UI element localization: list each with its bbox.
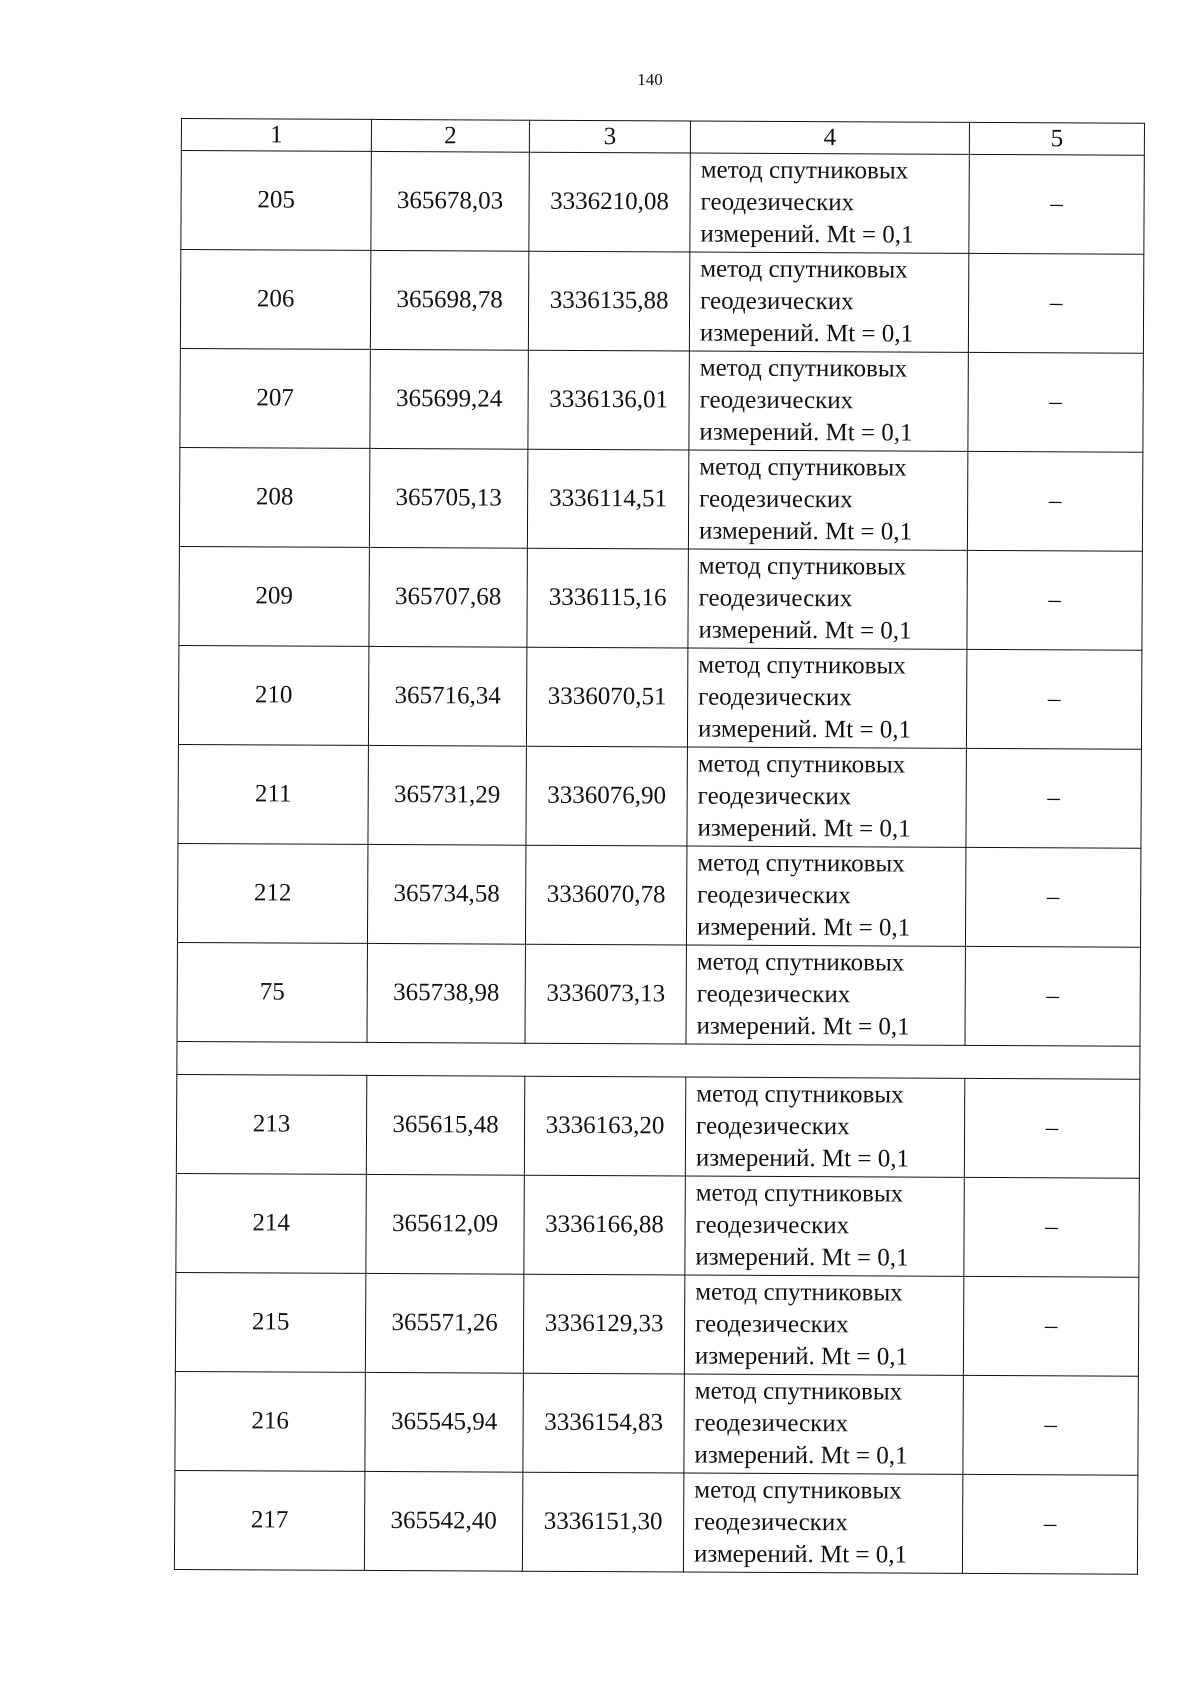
point-number-cell: 212 xyxy=(177,843,367,943)
x-coordinate-cell: 365731,29 xyxy=(368,745,526,845)
method-line: геодезических xyxy=(695,1310,849,1339)
method-cell xyxy=(690,153,969,253)
method-cell xyxy=(686,945,965,1045)
note-cell: – xyxy=(965,946,1140,1046)
section-a-body xyxy=(177,151,1144,1047)
note-cell: – xyxy=(967,451,1142,551)
method-line: метод спутниковых xyxy=(696,948,905,977)
note-cell: – xyxy=(967,550,1142,650)
x-coordinate-cell: 365738,98 xyxy=(367,943,525,1043)
table-row xyxy=(181,151,1144,255)
method-line: измерений. Mt = 0,1 xyxy=(695,1243,909,1272)
note-cell: – xyxy=(965,847,1140,947)
method-cell xyxy=(683,1473,962,1573)
method-line: метод спутниковых xyxy=(700,255,908,284)
coordinates-table xyxy=(174,118,1145,1575)
method-line: метод спутниковых xyxy=(696,1080,904,1109)
y-coordinate-cell: 3336129,33 xyxy=(523,1274,684,1374)
note-cell: – xyxy=(962,1474,1137,1574)
method-line: метод спутниковых xyxy=(699,453,907,482)
column-header-4: 4 xyxy=(690,121,969,154)
method-line: измерений. Mt = 0,1 xyxy=(695,1144,910,1173)
note-cell: – xyxy=(969,154,1144,254)
table-row xyxy=(178,744,1141,848)
x-coordinate-cell: 365698,78 xyxy=(370,250,528,350)
method-line: измерений. Mt = 0,1 xyxy=(694,1342,909,1371)
column-header-2: 2 xyxy=(371,119,529,152)
method-line: измерений. Mt = 0,1 xyxy=(694,1441,908,1470)
method-line: измерений. Mt = 0,1 xyxy=(696,1012,910,1041)
point-number-cell: 208 xyxy=(179,447,369,547)
method-cell xyxy=(689,351,968,451)
method-line: геодезических xyxy=(699,386,854,415)
method-cell xyxy=(687,747,966,847)
coordinates-table-container xyxy=(174,118,1144,1575)
point-number-cell: 214 xyxy=(176,1173,366,1273)
section-b-body xyxy=(174,1074,1139,1574)
method-line: геодезических xyxy=(700,287,854,316)
method-line: измерений. Mt = 0,1 xyxy=(693,1540,908,1569)
note-cell: – xyxy=(963,1375,1138,1475)
x-coordinate-cell: 365734,58 xyxy=(367,844,525,944)
method-line: измерений. Mt = 0,1 xyxy=(697,715,912,744)
note-cell: – xyxy=(966,748,1141,848)
note-cell: – xyxy=(966,649,1141,749)
table-row xyxy=(179,546,1142,650)
method-line: измерений. Mt = 0,1 xyxy=(696,913,911,942)
y-coordinate-cell: 3336166,88 xyxy=(524,1175,685,1275)
method-line: метод спутниковых xyxy=(698,651,906,680)
point-number-cell: 75 xyxy=(177,942,367,1042)
x-coordinate-cell: 365699,24 xyxy=(370,349,528,449)
header-row xyxy=(181,119,1144,156)
method-line: измерений. Mt = 0,1 xyxy=(700,220,914,249)
method-line: геодезических xyxy=(696,1112,850,1141)
table-row xyxy=(174,1470,1137,1574)
column-header-5: 5 xyxy=(969,122,1144,155)
method-line: метод спутниковых xyxy=(695,1278,903,1307)
method-line: геодезических xyxy=(696,980,851,1009)
x-coordinate-cell: 365615,48 xyxy=(366,1075,524,1175)
method-cell xyxy=(688,549,967,649)
point-number-cell: 205 xyxy=(181,151,371,251)
y-coordinate-cell: 3336076,90 xyxy=(526,746,687,846)
table-row xyxy=(176,1173,1139,1277)
method-line: геодезических xyxy=(694,1508,848,1537)
method-cell xyxy=(686,846,965,946)
section-separator-row xyxy=(177,1041,1140,1079)
y-coordinate-cell: 3336151,30 xyxy=(522,1472,683,1572)
note-cell: – xyxy=(968,253,1143,353)
method-line: геодезических xyxy=(699,485,853,514)
y-coordinate-cell: 3336210,08 xyxy=(529,152,690,252)
table-row xyxy=(180,250,1143,354)
point-number-cell: 210 xyxy=(178,645,368,745)
table-row xyxy=(180,348,1143,452)
x-coordinate-cell: 365705,13 xyxy=(369,448,527,548)
method-line: метод спутниковых xyxy=(697,750,906,779)
point-number-cell: 209 xyxy=(179,546,369,646)
method-cell xyxy=(685,1176,964,1276)
x-coordinate-cell: 365716,34 xyxy=(368,646,526,746)
method-line: геодезических xyxy=(697,782,852,811)
method-line: метод спутниковых xyxy=(695,1179,904,1208)
y-coordinate-cell: 3336115,16 xyxy=(527,548,688,648)
note-cell: – xyxy=(963,1276,1138,1376)
point-number-cell: 216 xyxy=(175,1371,365,1471)
y-coordinate-cell: 3336136,01 xyxy=(528,350,689,450)
y-coordinate-cell: 3336163,20 xyxy=(524,1076,685,1176)
table-row xyxy=(175,1272,1138,1376)
y-coordinate-cell: 3336070,78 xyxy=(525,845,686,945)
x-coordinate-cell: 365542,40 xyxy=(364,1471,522,1571)
x-coordinate-cell: 365707,68 xyxy=(369,547,527,647)
y-coordinate-cell: 3336073,13 xyxy=(525,944,686,1044)
method-line: измерений. Mt = 0,1 xyxy=(698,517,913,546)
method-line: геодезических xyxy=(700,188,855,217)
method-line: измерений. Mt = 0,1 xyxy=(699,319,914,348)
method-line: измерений. Mt = 0,1 xyxy=(697,814,911,843)
table-row xyxy=(179,447,1142,551)
point-number-cell: 206 xyxy=(180,250,370,350)
point-number-cell: 215 xyxy=(175,1272,365,1372)
point-number-cell: 207 xyxy=(180,348,370,448)
table-row xyxy=(176,1074,1139,1178)
method-line: геодезических xyxy=(698,584,853,613)
x-coordinate-cell: 365571,26 xyxy=(365,1273,523,1373)
table-row xyxy=(178,645,1141,749)
table-row xyxy=(175,1371,1138,1475)
point-number-cell: 211 xyxy=(178,744,368,844)
method-line: метод спутниковых xyxy=(700,156,909,185)
y-coordinate-cell: 3336135,88 xyxy=(528,251,689,351)
table-row xyxy=(177,843,1140,947)
y-coordinate-cell: 3336154,83 xyxy=(523,1373,684,1473)
method-line: метод спутниковых xyxy=(694,1476,902,1505)
method-cell xyxy=(688,450,967,550)
point-number-cell: 213 xyxy=(176,1074,366,1174)
note-cell: – xyxy=(968,352,1143,452)
page-number: 140 xyxy=(637,70,663,89)
note-cell: – xyxy=(964,1078,1139,1178)
method-line: метод спутниковых xyxy=(698,552,907,581)
method-line: измерений. Mt = 0,1 xyxy=(699,418,913,447)
method-line: метод спутниковых xyxy=(694,1377,903,1406)
table-row xyxy=(177,942,1140,1046)
y-coordinate-cell: 3336114,51 xyxy=(527,449,688,549)
column-header-1: 1 xyxy=(181,119,371,152)
y-coordinate-cell: 3336070,51 xyxy=(526,647,687,747)
section-separator-cell xyxy=(177,1041,1140,1079)
x-coordinate-cell: 365545,94 xyxy=(365,1372,523,1472)
method-cell xyxy=(685,1077,964,1177)
method-line: метод спутниковых xyxy=(699,354,908,383)
x-coordinate-cell: 365678,03 xyxy=(371,151,529,251)
column-header-3: 3 xyxy=(529,120,690,153)
method-line: геодезических xyxy=(695,1211,850,1240)
note-cell: – xyxy=(964,1177,1139,1277)
method-cell xyxy=(689,252,968,352)
method-line: измерений. Mt = 0,1 xyxy=(698,616,912,645)
method-cell xyxy=(684,1374,963,1474)
method-line: геодезических xyxy=(694,1409,849,1438)
method-cell xyxy=(684,1275,963,1375)
method-line: метод спутниковых xyxy=(697,849,905,878)
method-line: геодезических xyxy=(697,881,851,910)
x-coordinate-cell: 365612,09 xyxy=(366,1174,524,1274)
point-number-cell: 217 xyxy=(174,1470,364,1570)
method-line: геодезических xyxy=(698,683,852,712)
method-cell xyxy=(687,648,966,748)
